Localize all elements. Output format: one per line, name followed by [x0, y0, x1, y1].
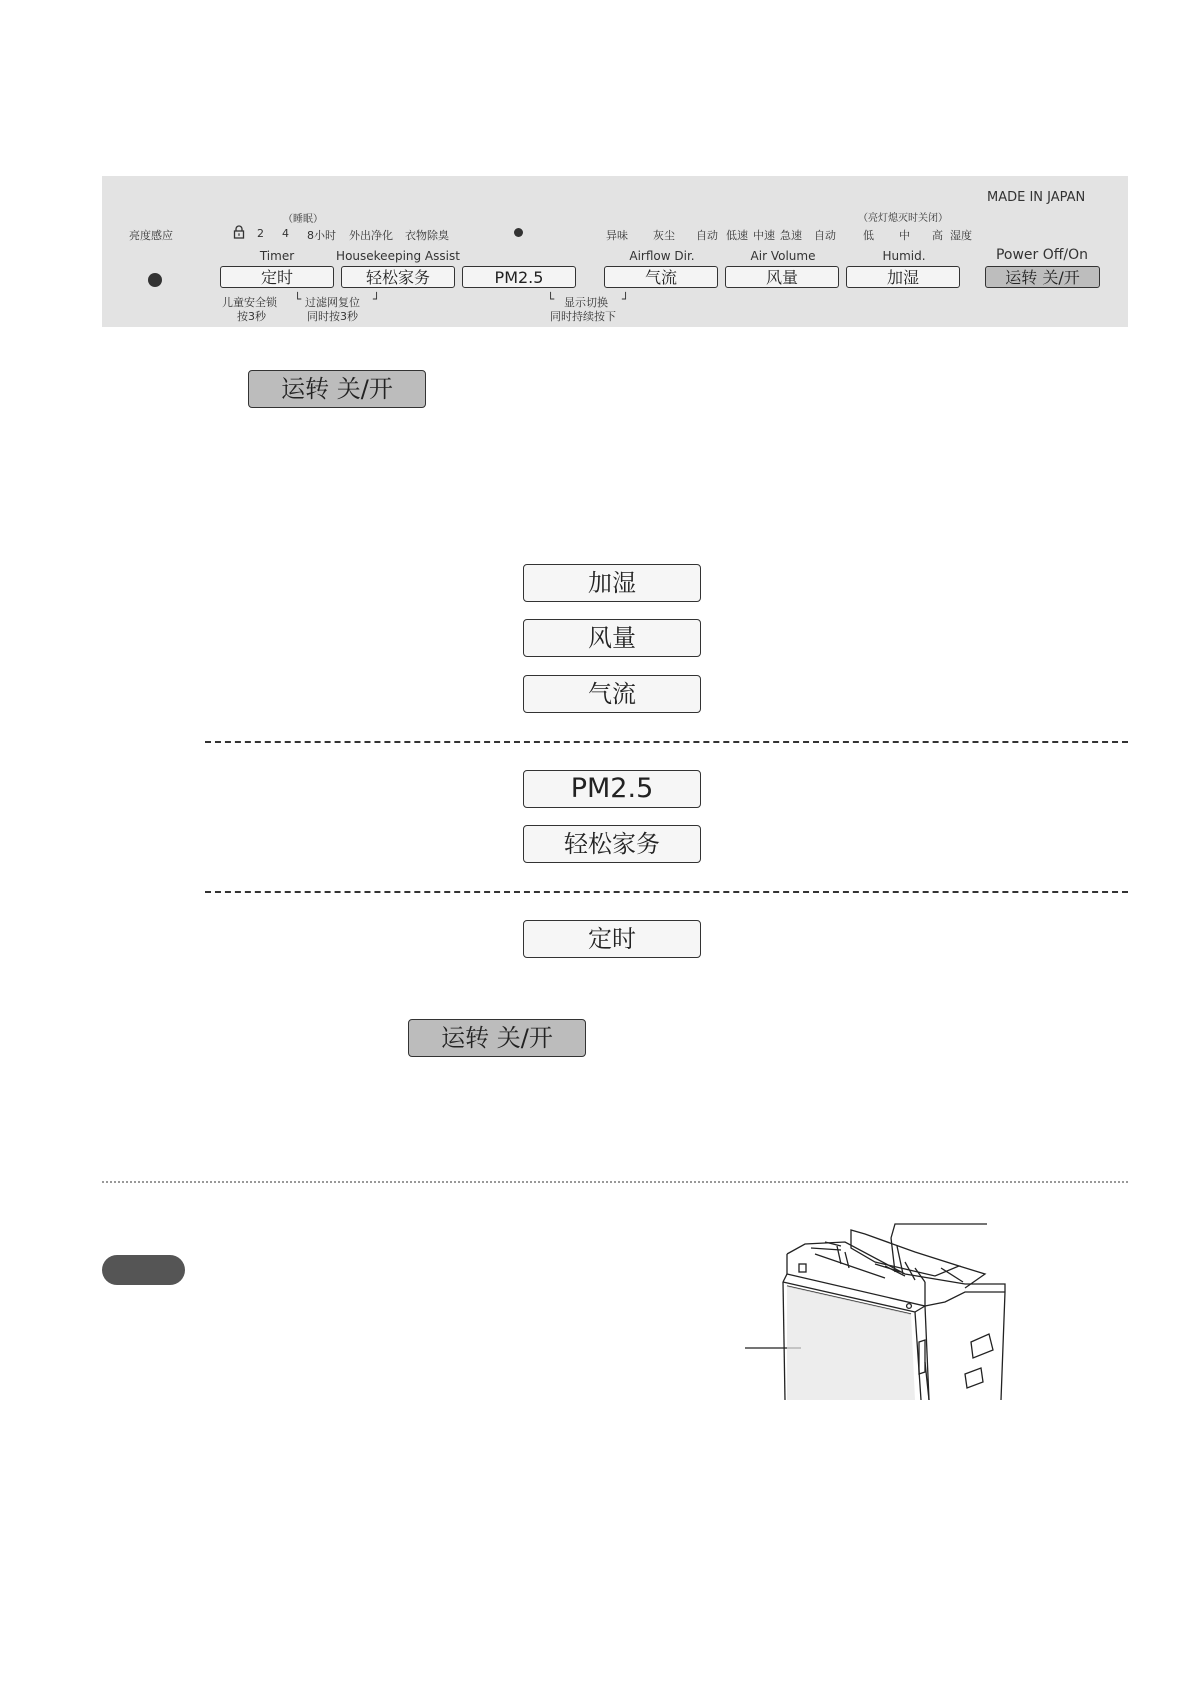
- timer-8h-indicator: 8小时: [307, 229, 336, 242]
- panel-airflow-button[interactable]: 气流: [604, 266, 718, 288]
- note-badge: [102, 1255, 185, 1285]
- odor-indicator: 异味: [606, 229, 628, 242]
- speed-turbo-indicator: 急速: [780, 229, 802, 242]
- timer-2h-indicator: 2: [257, 227, 264, 240]
- power-button-2[interactable]: 运转 关/开: [408, 1019, 586, 1057]
- panel-power-button[interactable]: 运转 关/开: [985, 266, 1100, 288]
- dashed-divider: [205, 891, 1128, 893]
- display-switch-press-label: 同时持续按下: [550, 310, 616, 323]
- clothes-deodorize-indicator: 衣物除臭: [405, 229, 449, 242]
- airvolume-button[interactable]: 风量: [523, 619, 701, 657]
- housekeeping-en-label: Housekeeping Assist: [336, 249, 460, 263]
- pm25-button[interactable]: PM2.5: [523, 770, 701, 808]
- speed-mid-indicator: 中速: [753, 229, 775, 242]
- dotted-divider: [102, 1181, 1128, 1183]
- dust-indicator: 灰尘: [653, 229, 675, 242]
- humidity-label: 湿度: [950, 229, 972, 242]
- outing-purify-indicator: 外出净化: [349, 229, 393, 242]
- sleep-label: （睡眠）: [283, 214, 323, 225]
- display-switch-label: 显示切换: [564, 296, 608, 309]
- panel-timer-button[interactable]: 定时: [220, 266, 334, 288]
- bracket-right-icon: ┘: [373, 292, 381, 306]
- housekeeping-button[interactable]: 轻松家务: [523, 825, 701, 863]
- timer-4h-indicator: 4: [282, 227, 289, 240]
- filter-reset-press-label: 同时按3秒: [307, 310, 358, 323]
- humid-en-label: Humid.: [882, 249, 926, 263]
- humid-mid-indicator: 中: [899, 229, 910, 242]
- control-panel: [102, 176, 1128, 327]
- airflow-button[interactable]: 气流: [523, 675, 701, 713]
- panel-housekeeping-button[interactable]: 轻松家务: [341, 266, 455, 288]
- humid-high-indicator: 高: [932, 229, 943, 242]
- child-lock-label: 儿童安全锁: [222, 296, 277, 309]
- power-en-label: Power Off/On: [995, 247, 1089, 263]
- pm25-indicator-dot: [514, 228, 523, 237]
- humid-low-indicator: 低: [863, 229, 874, 242]
- lock-icon: [233, 225, 245, 239]
- timer-en-label: Timer: [259, 249, 295, 263]
- airvolume-en-label: Air Volume: [750, 249, 816, 263]
- made-in-japan-label: MADE IN JAPAN: [987, 190, 1086, 205]
- brightness-sensor-dot: [148, 273, 162, 287]
- timer-button[interactable]: 定时: [523, 920, 701, 958]
- airflow-en-label: Airflow Dir.: [629, 249, 695, 263]
- panel-airvolume-button[interactable]: 风量: [725, 266, 839, 288]
- air-purifier-illustration: [745, 1222, 1015, 1400]
- filter-reset-label: 过滤网复位: [305, 296, 360, 309]
- humid-button[interactable]: 加湿: [523, 564, 701, 602]
- panel-humid-button[interactable]: 加湿: [846, 266, 960, 288]
- panel-pm25-button[interactable]: PM2.5: [462, 266, 576, 288]
- child-lock-press-label: 按3秒: [237, 310, 266, 323]
- airflow-auto-indicator: 自动: [696, 229, 718, 242]
- brightness-sensor-label: 亮度感应: [129, 229, 173, 242]
- bracket-left-icon: └: [294, 292, 302, 306]
- bracket-right-icon: ┘: [622, 292, 630, 306]
- speed-low-indicator: 低速: [726, 229, 748, 242]
- power-button-1[interactable]: 运转 关/开: [248, 370, 426, 408]
- bracket-left-icon: └: [547, 292, 555, 306]
- lights-off-note: （亮灯熄灭时关闭）: [858, 213, 948, 224]
- speed-auto-indicator: 自动: [814, 229, 836, 242]
- dashed-divider: [205, 741, 1128, 743]
